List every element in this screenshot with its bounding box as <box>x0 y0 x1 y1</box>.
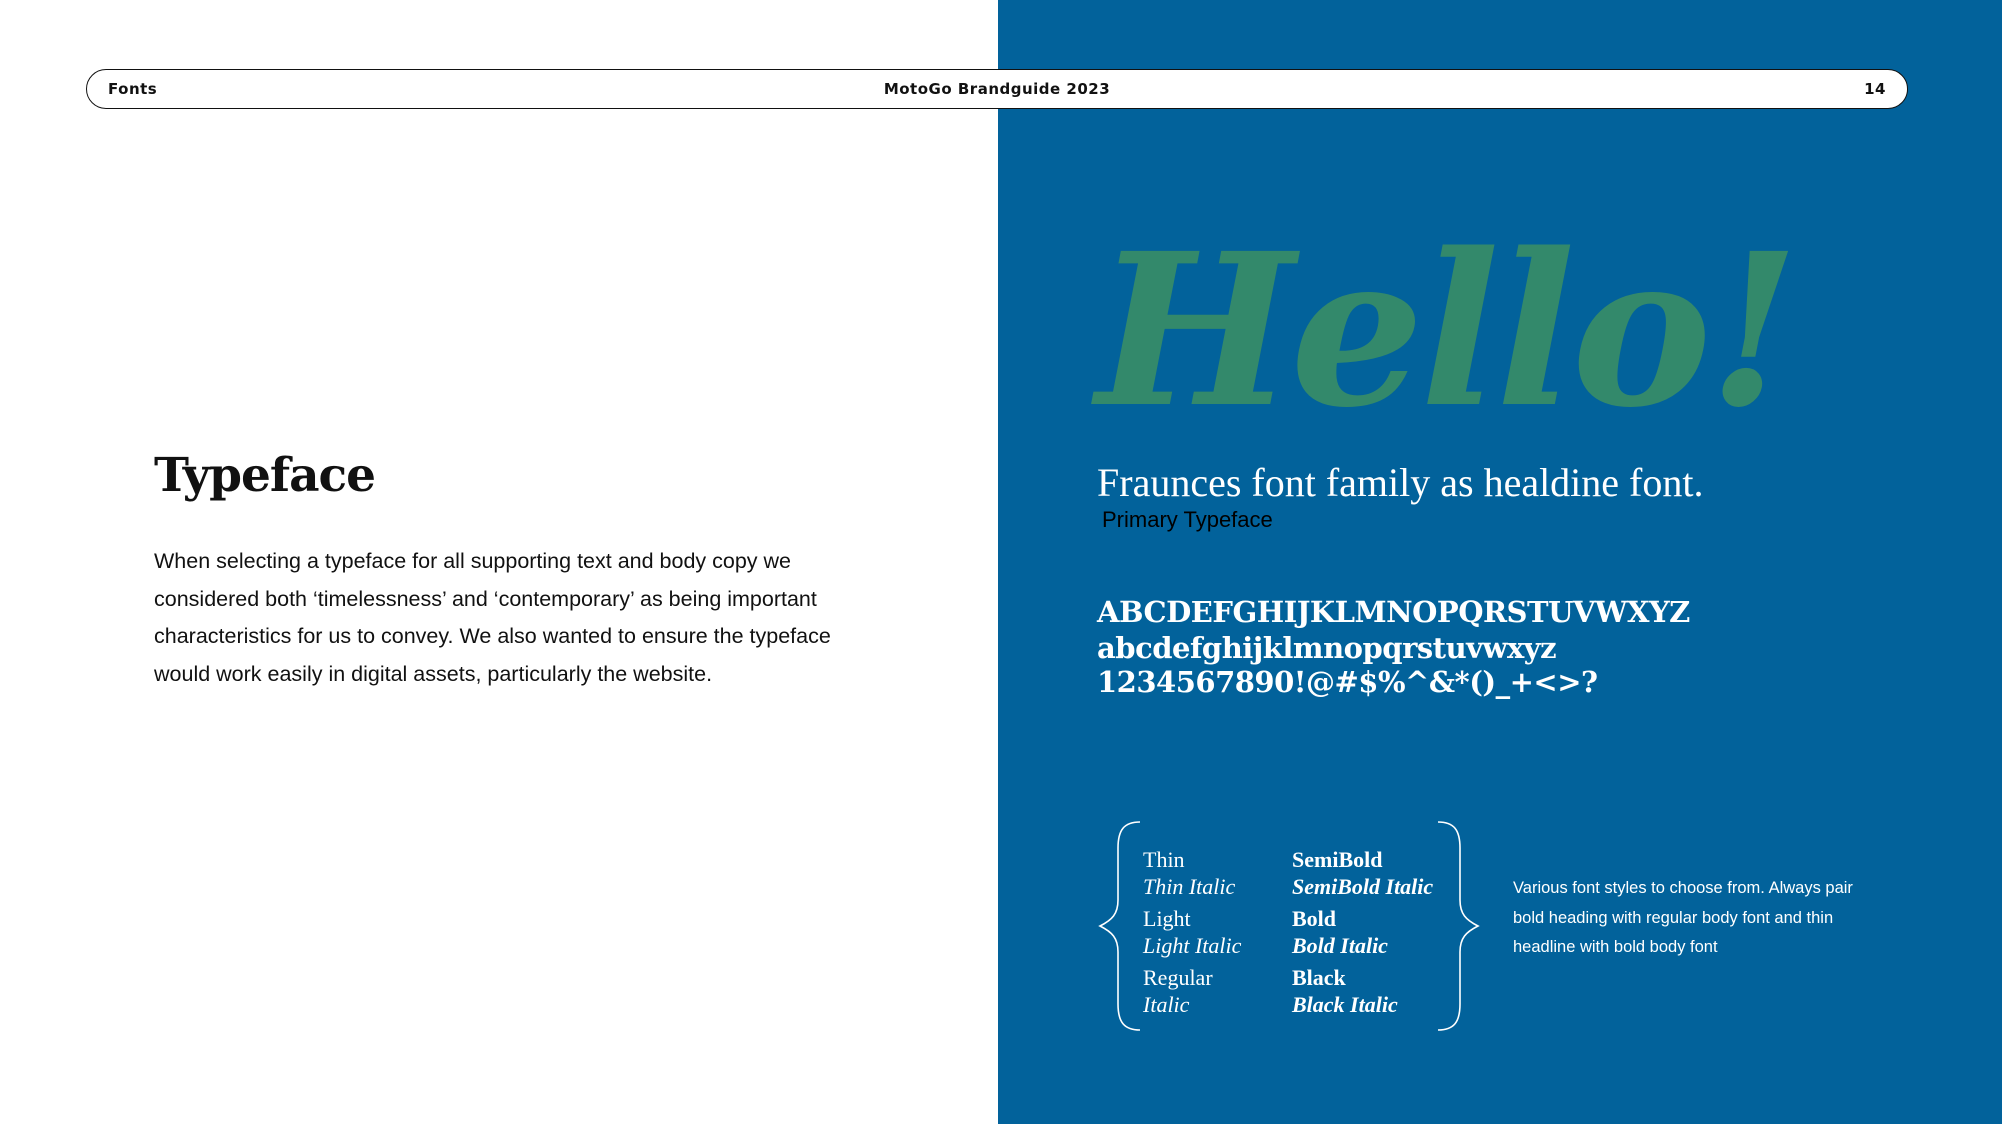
font-styles-note: Various font styles to choose from. Always pair bold heading with regular body font and thin headline with bold body font <box>1513 879 1853 956</box>
style-light: Light <box>1143 906 1191 931</box>
style-regular: Regular <box>1143 965 1213 990</box>
right-brace <box>1438 822 1478 1030</box>
style-semibold: SemiBold <box>1292 847 1383 872</box>
section-label: Fonts <box>108 80 158 98</box>
glyph-uppercase: ABCDEFGHIJKLMNOPQRSTUVWXYZ <box>1097 595 1690 629</box>
left-brace <box>1100 822 1140 1030</box>
headline-font-caption: Fraunces font family as healdine font. <box>1097 460 1704 505</box>
body-copy: When selecting a typeface for all supporting text and body copy we considered both ‘timelessness’ and ‘contemporary’ as being important characteristics for us to convey. We also wanted to ensure the typeface would work easily in digital assets, particularly the website. <box>154 549 831 686</box>
style-light-italic: Light Italic <box>1143 933 1242 958</box>
document-title: MotoGo Brandguide 2023 <box>883 80 1111 98</box>
header-bar <box>86 69 1908 109</box>
page-title: Typeface <box>154 448 376 503</box>
style-black: Black <box>1292 965 1346 990</box>
glyph-numbers-symbols: 1234567890!@#$%^&*()_+<>? <box>1097 665 1598 699</box>
style-black-italic: Black Italic <box>1292 992 1398 1017</box>
hello-display-text: Hello! <box>1096 207 1796 454</box>
page-number: 14 <box>1864 80 1886 98</box>
glyph-lowercase: abcdefghijklmnopqrstuvwxyz <box>1097 631 1557 665</box>
primary-typeface-label: Primary Typeface <box>1102 507 1273 532</box>
style-bold: Bold <box>1292 906 1337 931</box>
style-semibold-italic: SemiBold Italic <box>1292 874 1434 899</box>
style-bold-italic: Bold Italic <box>1292 933 1388 958</box>
style-thin-italic: Thin Italic <box>1143 874 1236 899</box>
style-italic: Italic <box>1143 992 1190 1017</box>
style-thin: Thin <box>1143 847 1185 872</box>
